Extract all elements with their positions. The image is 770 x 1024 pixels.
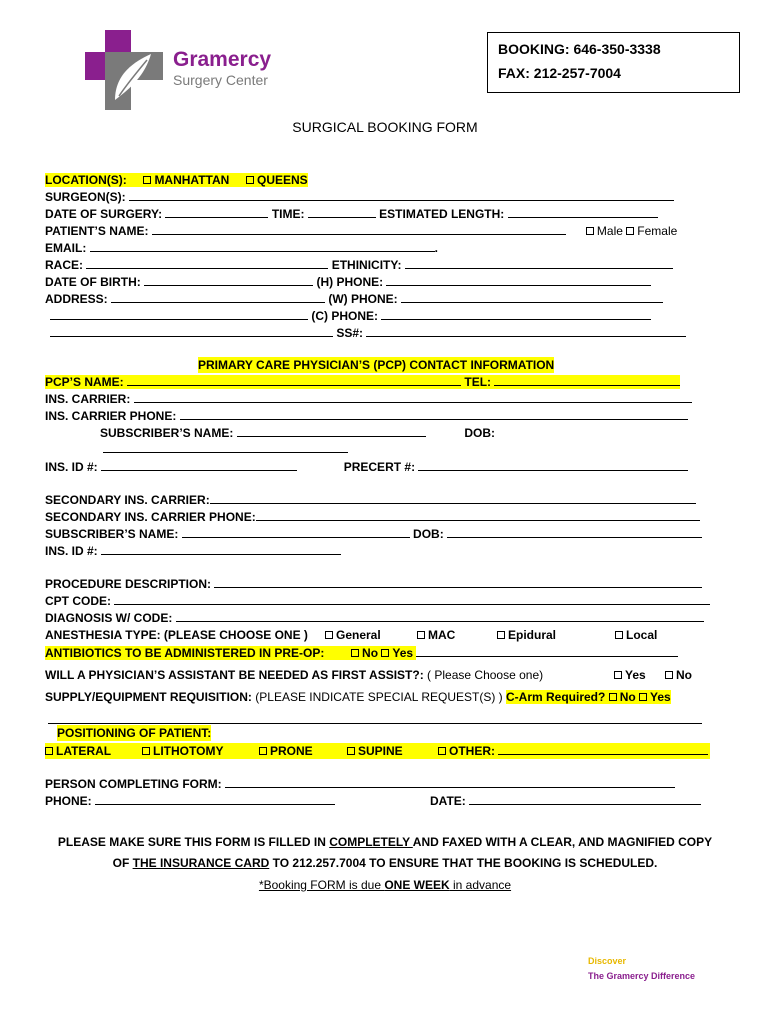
pa-no-checkbox[interactable]	[665, 671, 673, 679]
mac-checkbox[interactable]	[417, 631, 425, 639]
lateral-label: LATERAL	[56, 744, 112, 758]
ins-phone-field[interactable]	[180, 409, 688, 420]
cell-phone-label: (C) PHONE:	[311, 309, 379, 323]
epidural-label: Epidural	[508, 628, 557, 642]
antibiotics-no-checkbox[interactable]	[351, 649, 359, 657]
notice-completely: COMPLETELY	[329, 835, 413, 849]
notice-text: *Booking FORM is due	[258, 878, 385, 892]
lithotomy-checkbox[interactable]	[142, 747, 150, 755]
person-completing-field[interactable]	[225, 777, 675, 788]
subscriber-extra-field[interactable]	[103, 442, 348, 453]
positioning-heading: POSITIONING OF PATIENT:	[57, 726, 212, 740]
surgeons-label: SURGEON(S):	[45, 190, 126, 204]
cpt-field[interactable]	[114, 594, 710, 605]
completion-phone-field[interactable]	[95, 794, 335, 805]
sec-subscriber-label: SUBSCRIBER’S NAME:	[45, 527, 179, 541]
ssn-field[interactable]	[366, 326, 686, 337]
pa-yes-checkbox[interactable]	[614, 671, 622, 679]
supply-note: (PLEASE INDICATE SPECIAL REQUEST(S) )	[255, 690, 503, 704]
contact-box	[487, 32, 740, 93]
work-phone-label: (W) PHONE:	[328, 292, 398, 306]
pa-yes-label: Yes	[625, 668, 646, 682]
other-checkbox[interactable]	[438, 747, 446, 755]
local-checkbox[interactable]	[615, 631, 623, 639]
antibiotics-yes-checkbox[interactable]	[381, 649, 389, 657]
subscriber-dob-label: DOB:	[464, 426, 496, 440]
surgeons-field[interactable]	[129, 190, 674, 201]
pa-question: WILL A PHYSICIAN’S ASSISTANT BE NEEDED AS FIRST ASSIST?:	[45, 668, 424, 682]
diagnosis-label: DIAGNOSIS W/ CODE:	[45, 611, 173, 625]
queens-label: QUEENS	[256, 173, 308, 187]
male-checkbox[interactable]	[586, 227, 594, 235]
ethnicity-field[interactable]	[405, 258, 673, 269]
sec-ins-id-label: INS. ID #:	[45, 544, 98, 558]
prone-checkbox[interactable]	[259, 747, 267, 755]
antibiotics-field[interactable]	[416, 646, 678, 657]
pa-question-note: ( Please Choose one)	[427, 668, 544, 682]
race-label: RACE:	[45, 258, 83, 272]
female-checkbox[interactable]	[626, 227, 634, 235]
form-title: SURGICAL BOOKING FORM	[292, 119, 478, 135]
carm-yes-label: Yes	[650, 690, 671, 704]
procedure-label: PROCEDURE DESCRIPTION:	[45, 577, 212, 591]
home-phone-label: (H) PHONE:	[316, 275, 384, 289]
notice-text: TO 212.257.7004 TO ENSURE THAT THE BOOKING IS SCHEDULED.	[269, 856, 658, 870]
pa-no-label: No	[676, 668, 692, 682]
supply-field[interactable]	[48, 713, 702, 724]
surgery-date-label: DATE OF SURGERY:	[45, 207, 163, 221]
local-label: Local	[626, 628, 658, 642]
surgery-date-field[interactable]	[165, 207, 268, 218]
pcp-tel-label: TEL:	[464, 375, 492, 389]
precert-label: PRECERT #:	[343, 460, 416, 474]
time-field[interactable]	[308, 207, 376, 218]
address-field[interactable]	[111, 292, 325, 303]
address-line2-field[interactable]	[50, 309, 308, 320]
female-label: Female	[637, 224, 678, 238]
race-field[interactable]	[86, 258, 328, 269]
email-label: EMAIL:	[45, 241, 87, 255]
medical-cross-icon	[85, 30, 165, 110]
supine-label: SUPINE	[358, 744, 403, 758]
notice-line-3	[0, 877, 770, 893]
manhattan-checkbox[interactable]	[143, 176, 151, 184]
notice-text: OF	[112, 856, 133, 870]
supply-label: SUPPLY/EQUIPMENT REQUISITION:	[45, 690, 252, 704]
sec-carrier-phone-field[interactable]	[256, 510, 700, 521]
logo-name: Gramercy	[173, 48, 272, 71]
time-label: TIME:	[271, 207, 305, 221]
antibiotics-yes-label: Yes	[392, 646, 414, 660]
anesthesia-label: ANESTHESIA TYPE: (PLEASE CHOOSE ONE )	[45, 628, 308, 642]
pcp-name-field[interactable]	[127, 375, 461, 386]
booking-phone: BOOKING: 646-350-3338	[498, 41, 661, 57]
notice-line-1	[0, 834, 770, 850]
sec-subscriber-field[interactable]	[182, 527, 410, 538]
address-line3-field[interactable]	[50, 326, 333, 337]
antibiotics-no-label: No	[362, 646, 379, 660]
work-phone-field[interactable]	[401, 292, 663, 303]
completion-phone-label: PHONE:	[45, 794, 92, 808]
ins-id-field[interactable]	[101, 460, 297, 471]
subscriber-field[interactable]	[237, 426, 426, 437]
est-length-field[interactable]	[508, 207, 658, 218]
manhattan-label: MANHATTAN	[154, 173, 230, 187]
pcp-heading: PRIMARY CARE PHYSICIAN’S (PCP) CONTACT INFORMATION	[198, 358, 555, 372]
sec-ins-id-field[interactable]	[101, 544, 341, 555]
person-completing-label: PERSON COMPLETING FORM:	[45, 777, 222, 791]
logo	[85, 30, 285, 110]
email-field[interactable]	[90, 241, 435, 252]
ins-id-label: INS. ID #:	[45, 460, 98, 474]
notice-one-week: ONE WEEK	[384, 878, 450, 892]
footer-tagline: The Gramercy Difference	[588, 971, 696, 981]
epidural-checkbox[interactable]	[497, 631, 505, 639]
ethnicity-label: ETHINICITY:	[331, 258, 402, 272]
sec-carrier-field[interactable]	[210, 493, 696, 504]
general-checkbox[interactable]	[325, 631, 333, 639]
carm-no-label: No	[619, 690, 636, 704]
prone-label: PRONE	[270, 744, 313, 758]
patient-name-field[interactable]	[152, 224, 566, 235]
procedure-field[interactable]	[214, 577, 702, 588]
pcp-name-label: PCP’S NAME:	[45, 375, 124, 389]
other-field[interactable]	[498, 744, 708, 755]
lateral-checkbox[interactable]	[45, 747, 53, 755]
general-label: General	[336, 628, 381, 642]
sec-carrier-label: SECONDARY INS. CARRIER:	[45, 493, 210, 507]
queens-checkbox[interactable]	[246, 176, 254, 184]
precert-field[interactable]	[418, 460, 688, 471]
carm-label: C-Arm Required?	[506, 690, 606, 704]
ins-phone-label: INS. CARRIER PHONE:	[45, 409, 177, 423]
cell-phone-field[interactable]	[381, 309, 651, 320]
mac-label: MAC	[428, 628, 456, 642]
subscriber-label: SUBSCRIBER’S NAME:	[100, 426, 234, 440]
ins-carrier-label: INS. CARRIER:	[45, 392, 131, 406]
logo-subtitle: Surgery Center	[173, 72, 268, 88]
patient-name-label: PATIENT’S NAME:	[45, 224, 149, 238]
footer-discover: Discover	[588, 956, 627, 966]
antibiotics-label: ANTIBIOTICS TO BE ADMINISTERED IN PRE-OP:	[45, 646, 325, 660]
sec-carrier-phone-label: SECONDARY INS. CARRIER PHONE:	[45, 510, 256, 524]
cpt-label: CPT CODE:	[45, 594, 111, 608]
supine-checkbox[interactable]	[347, 747, 355, 755]
pcp-tel-field[interactable]	[494, 375, 680, 386]
completion-date-field[interactable]	[469, 794, 701, 805]
lithotomy-label: LITHOTOMY	[153, 744, 224, 758]
notice-text: in advance	[449, 878, 512, 892]
notice-line-2	[0, 855, 770, 871]
carm-yes-checkbox[interactable]	[639, 693, 647, 701]
dob-field[interactable]	[144, 275, 313, 286]
male-label: Male	[596, 224, 623, 238]
completion-date-label: DATE:	[430, 794, 466, 808]
carm-no-checkbox[interactable]	[609, 693, 617, 701]
location-label: LOCATION(S):	[45, 173, 127, 187]
est-length-label: ESTIMATED LENGTH:	[379, 207, 505, 221]
notice-text: PLEASE MAKE SURE THIS FORM IS FILLED IN	[57, 835, 330, 849]
ssn-label: SS#:	[336, 326, 364, 340]
dob-label: DATE OF BIRTH:	[45, 275, 141, 289]
address-label: ADDRESS:	[45, 292, 108, 306]
fax-number: FAX: 212-257-7004	[498, 65, 621, 81]
diagnosis-field[interactable]	[176, 611, 704, 622]
ins-carrier-field[interactable]	[134, 392, 692, 403]
notice-insurance-card: THE INSURANCE CARD	[132, 856, 270, 870]
sec-dob-label: DOB:	[413, 527, 444, 541]
other-label: OTHER:	[449, 744, 495, 758]
home-phone-field[interactable]	[386, 275, 651, 286]
notice-text: AND FAXED WITH A CLEAR, AND MAGNIFIED COPY	[412, 835, 713, 849]
sec-dob-field[interactable]	[447, 527, 702, 538]
